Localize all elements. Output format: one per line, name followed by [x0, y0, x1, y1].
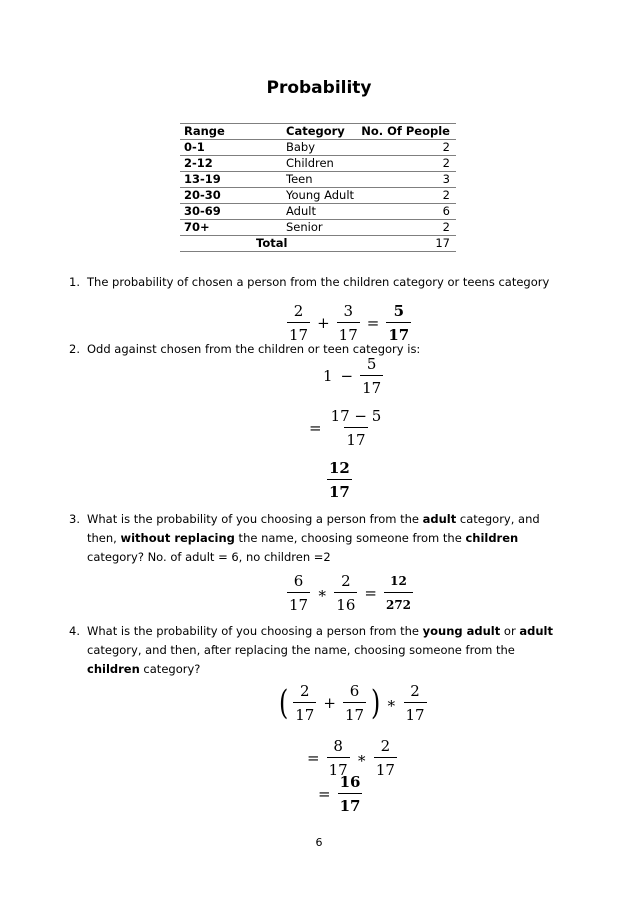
denominator: 17	[343, 702, 366, 724]
numerator: 6	[349, 682, 360, 700]
cell-category: Adult	[286, 204, 316, 218]
question-number: 2.	[69, 342, 80, 356]
minus-operator: −	[340, 367, 354, 385]
fraction	[329, 407, 384, 449]
table-row	[180, 219, 456, 235]
cell-range: 70+	[184, 220, 210, 234]
numerator: 12	[390, 574, 407, 588]
denominator: 17	[287, 592, 310, 614]
denominator: 17	[404, 702, 427, 724]
text-part: category, and then,	[87, 512, 540, 545]
page-title: Probability	[266, 78, 372, 98]
cell-category: Teen	[286, 172, 313, 186]
fraction	[287, 572, 310, 614]
text-part: category, and then, after replacing the name, choosing someone from the	[87, 643, 515, 657]
denominator: 17	[327, 757, 350, 779]
fraction	[374, 737, 397, 779]
fraction	[404, 682, 427, 724]
numerator: 6	[293, 572, 304, 590]
denominator: 17	[386, 322, 411, 344]
bold-term: children	[465, 531, 519, 545]
numerator: 2	[410, 682, 420, 700]
times-operator: ∗	[317, 584, 328, 602]
cell-count: 6	[442, 204, 450, 218]
cell-category: Senior	[286, 220, 323, 234]
equals-operator: =	[318, 785, 331, 803]
cell-range: 13-19	[184, 172, 221, 186]
equals-operator: =	[307, 749, 320, 767]
numerator: 16	[339, 773, 361, 791]
cell-category: Children	[286, 156, 334, 170]
result-fraction	[386, 302, 411, 344]
table-bottom-rule	[180, 251, 456, 252]
equals-operator: =	[366, 314, 380, 332]
denominator: 272	[384, 592, 413, 614]
table-row	[180, 171, 456, 187]
q4-line-1	[277, 682, 430, 724]
plus-operator: +	[317, 314, 330, 332]
q2-line-2	[305, 407, 386, 449]
text-part: What is the probability of you choosing a person from the	[87, 512, 423, 526]
denominator: 17	[337, 322, 360, 344]
q4-line-3	[314, 773, 365, 815]
fraction	[343, 682, 366, 724]
bold-term: children	[87, 662, 140, 676]
result-fraction	[338, 773, 363, 815]
numerator: 2	[293, 302, 304, 320]
fraction	[293, 682, 316, 724]
fraction	[360, 355, 383, 397]
question-text: The probability of chosen a person from the children category or teens category	[87, 275, 550, 289]
q3-equation	[284, 572, 416, 614]
table-header-row	[180, 123, 456, 139]
denominator: 17	[344, 427, 367, 449]
bold-term: young adult	[422, 624, 501, 638]
q1-equation	[284, 302, 414, 344]
table-row	[180, 139, 456, 155]
equals-operator: =	[309, 419, 322, 437]
denominator: 17	[327, 479, 352, 501]
numerator: 3	[343, 302, 353, 320]
bold-term: without replacing	[120, 531, 235, 545]
cell-range: 0-1	[184, 140, 205, 154]
question-number: 4.	[69, 624, 80, 638]
fraction	[334, 572, 357, 614]
q2-line-3	[324, 459, 355, 501]
cell-range: 20-30	[184, 188, 221, 202]
text-part: category? No. of adult = 6, no children =2	[87, 550, 331, 564]
text-part: What is the probability of you choosing a person from the	[87, 624, 423, 638]
numerator: 2	[380, 737, 391, 755]
table-top-rule	[180, 123, 456, 124]
fraction	[337, 302, 360, 344]
denominator: 17	[338, 793, 363, 815]
question-number: 3.	[69, 512, 80, 526]
cell-category: Young Adult	[286, 188, 355, 202]
cell-count: 3	[442, 172, 450, 186]
denominator: 17	[374, 757, 397, 779]
numerator: 5	[366, 355, 377, 373]
question-number: 1.	[69, 275, 80, 289]
denominator: 17	[293, 702, 316, 724]
cell-count: 2	[442, 156, 450, 170]
total-label: Total	[256, 236, 288, 250]
header-range: Range	[184, 124, 225, 138]
result-fraction	[327, 459, 352, 501]
question-2	[69, 340, 557, 359]
table-total-row	[180, 235, 456, 251]
numerator: 5	[393, 302, 404, 320]
q2-line-1	[323, 355, 386, 397]
total-value: 17	[435, 236, 450, 250]
table-row	[180, 155, 456, 171]
cell-category: Baby	[286, 140, 316, 154]
cell-count: 2	[442, 220, 450, 234]
right-paren: )	[371, 683, 381, 723]
cell-range: 2-12	[184, 156, 213, 170]
plus-operator: +	[323, 694, 336, 712]
cell-count: 2	[442, 188, 450, 202]
equals-operator: =	[364, 584, 377, 602]
table-row	[180, 203, 456, 219]
numerator: 8	[333, 737, 343, 755]
numerator: 17 − 5	[330, 407, 382, 425]
table-row	[180, 187, 456, 203]
one: 1	[323, 367, 333, 385]
header-count: No. Of People	[361, 124, 450, 138]
bold-term: adult	[422, 512, 457, 526]
bold-term: adult	[519, 624, 553, 638]
header-category: Category	[286, 124, 345, 138]
fraction	[287, 302, 310, 344]
text-part: the name, choosing someone from the	[234, 531, 466, 545]
question-3	[69, 510, 557, 567]
times-operator: ∗	[386, 694, 397, 712]
left-paren: (	[278, 683, 289, 723]
times-operator: ∗	[356, 749, 367, 767]
question-4	[69, 622, 557, 679]
text-part: category?	[139, 662, 201, 676]
question-text: Odd against chosen from the children or teen category is:	[87, 342, 421, 356]
numerator: 2	[341, 572, 351, 590]
result-fraction	[384, 572, 413, 614]
numerator: 2	[300, 682, 310, 700]
question-1	[69, 273, 557, 292]
cell-range: 30-69	[184, 204, 221, 218]
cell-count: 2	[442, 140, 450, 154]
numerator: 12	[329, 459, 350, 477]
denominator: 17	[360, 375, 383, 397]
page-number: 6	[315, 836, 323, 849]
denominator: 17	[287, 322, 310, 344]
denominator: 16	[334, 592, 357, 614]
text-part: or	[500, 624, 520, 638]
